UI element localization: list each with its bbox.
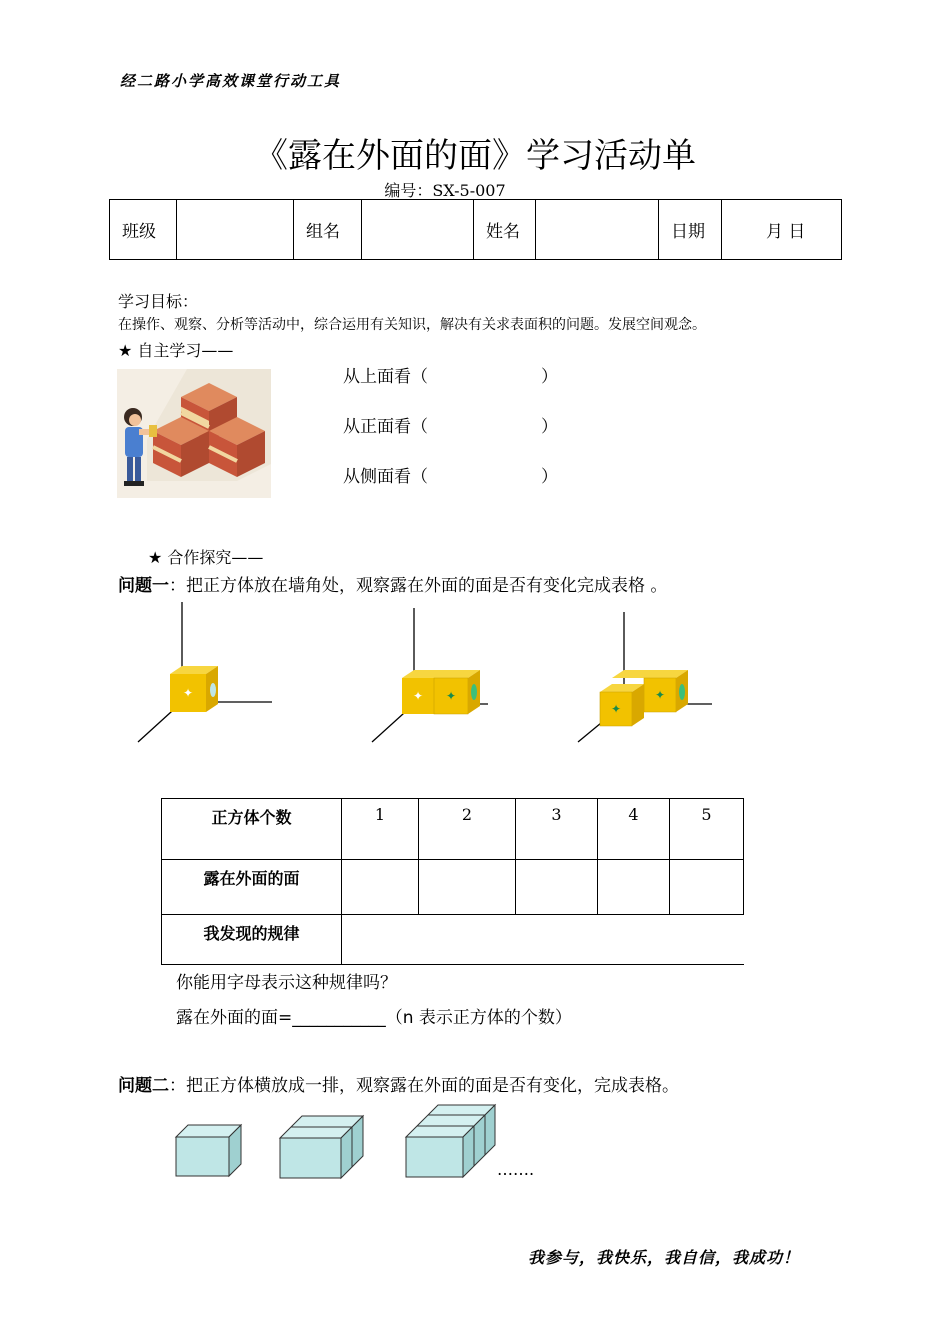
group-field[interactable]	[362, 200, 474, 260]
faces-cell-1[interactable]	[342, 860, 419, 915]
question-two-label: 问题二	[118, 1076, 169, 1096]
ask-letter-rule: 你能用字母表示这种规律吗？	[176, 973, 397, 993]
name-field[interactable]	[536, 200, 659, 260]
faces-cell-4[interactable]	[598, 860, 670, 915]
view-side	[343, 462, 558, 487]
count-cell-1: 1	[342, 799, 419, 860]
svg-text:✦: ✦	[654, 688, 666, 702]
question-two	[118, 1071, 679, 1096]
self-study-heading: ★ 自主学习——	[118, 341, 234, 360]
document-code: 编号：SX-5-007	[384, 181, 506, 200]
corner-diagram-1	[136, 602, 276, 747]
blue-cube-row-1	[175, 1124, 243, 1178]
rule-cell[interactable]	[342, 915, 744, 965]
row-header-faces: 露在外面的面	[162, 860, 342, 915]
row-header-rule: 我发现的规律	[162, 915, 342, 965]
svg-text:✦: ✦	[182, 686, 194, 700]
data-table	[161, 798, 744, 965]
view-side-label: 从侧面看（	[343, 467, 428, 487]
view-top-label: 从上面看（	[343, 367, 428, 387]
view-side-close: ）	[541, 467, 558, 487]
class-field[interactable]	[177, 200, 294, 260]
group-label: 组名	[294, 200, 362, 260]
faces-cell-3[interactable]	[516, 860, 598, 915]
goal-text: 在操作、观察、分析等活动中，综合运用有关知识，解决有关求表面积的问题。发展空间观念。	[118, 317, 706, 333]
count-cell-4: 4	[598, 799, 670, 860]
boxes-illustration	[117, 369, 271, 498]
faces-cell-2[interactable]	[419, 860, 516, 915]
view-front-close: ）	[541, 417, 558, 437]
faces-cell-5[interactable]	[670, 860, 744, 915]
blue-cube-row-3	[405, 1103, 497, 1179]
count-cell-5: 5	[670, 799, 744, 860]
svg-text:✦: ✦	[412, 689, 424, 703]
question-one-text: ：把正方体放在墙角处，观察露在外面的面是否有变化完成表格 。	[169, 576, 668, 596]
name-label: 姓名	[474, 200, 536, 260]
view-top	[343, 362, 558, 387]
page-title: 《露在外面的面》学习活动单	[254, 136, 696, 176]
coop-heading: ★ 合作探究——	[148, 548, 264, 567]
corner-diagram-3	[576, 612, 716, 747]
question-two-text: ：把正方体横放成一排，观察露在外面的面是否有变化，完成表格。	[169, 1076, 679, 1096]
goal-title: 学习目标：	[118, 292, 199, 311]
svg-text:✦: ✦	[445, 689, 457, 703]
header-note: 经二路小学高效课堂行动工具	[120, 72, 342, 90]
date-field[interactable]: 月 日	[722, 200, 842, 260]
view-front	[343, 412, 558, 437]
view-top-close: ）	[541, 367, 558, 387]
blue-cube-row-2	[279, 1114, 365, 1180]
count-cell-3: 3	[516, 799, 598, 860]
count-cell-2: 2	[419, 799, 516, 860]
info-table	[109, 199, 842, 260]
corner-diagram-2	[370, 608, 490, 748]
row-header-count: 正方体个数	[162, 799, 342, 860]
date-label: 日期	[659, 200, 722, 260]
continuation-dots: …….	[497, 1160, 535, 1179]
svg-text:✦: ✦	[610, 702, 622, 716]
footer-slogan: 我参与，我快乐，我自信，我成功！	[528, 1248, 801, 1267]
ask-formula: 露在外面的面=___________（n 表示正方体的个数）	[176, 1008, 572, 1028]
class-label: 班级	[110, 200, 177, 260]
question-one	[118, 571, 667, 596]
view-front-label: 从正面看（	[343, 417, 428, 437]
question-one-label: 问题一	[118, 576, 169, 596]
